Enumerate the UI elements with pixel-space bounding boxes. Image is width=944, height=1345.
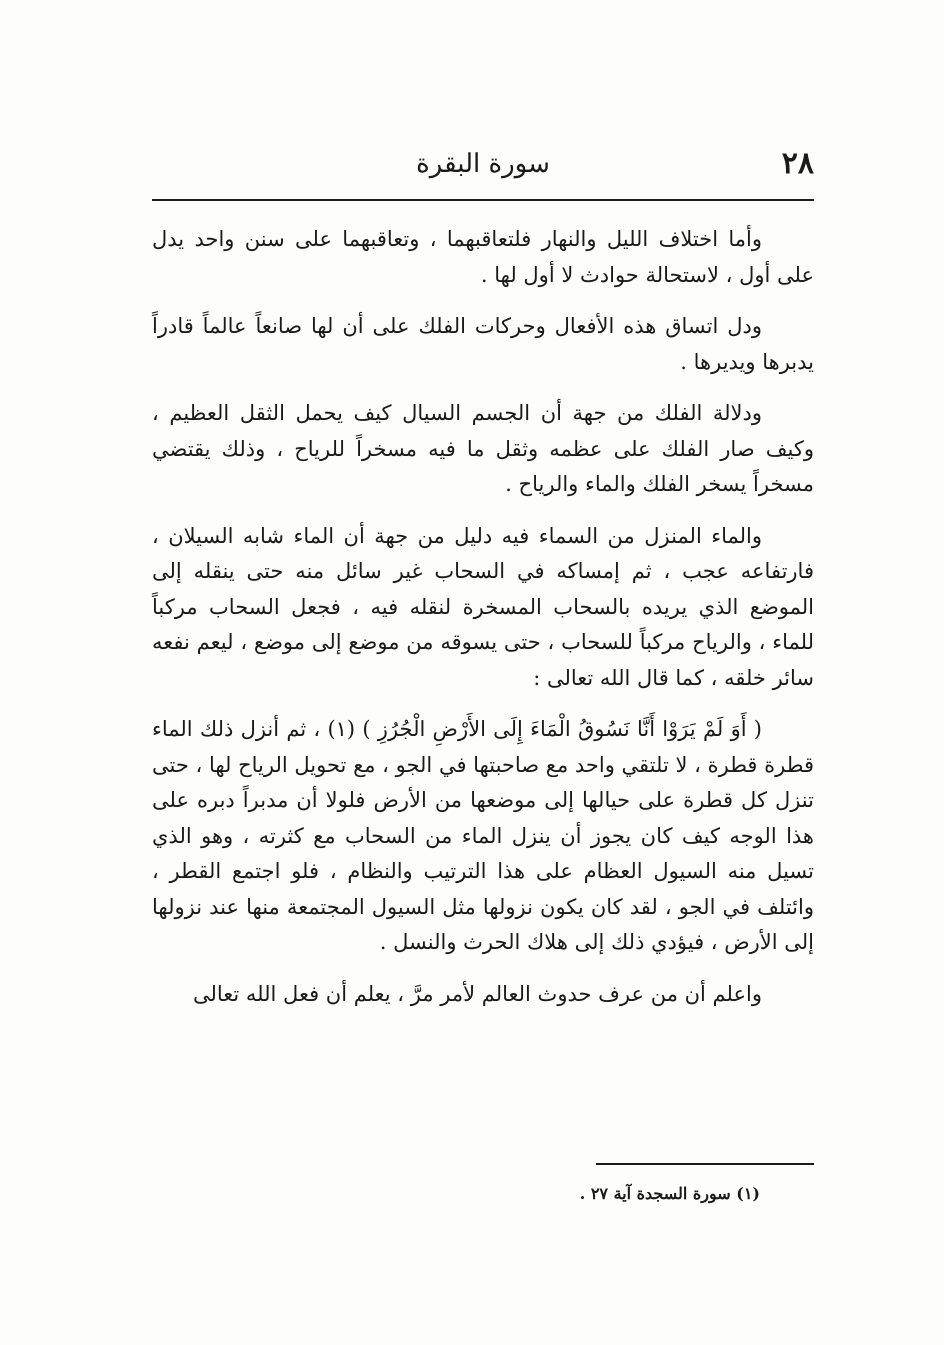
paragraph: ( أَوَ لَمْ يَرَوْا أَنَّا نَسُوقُ الْمَاءَ إِلَى الأَرْضِ الْجُرُزِ ) (١) ، ثم أنزل ذلك الماء قطرة قطرة ، لا تلتقي واحد مع صاحبتها في الجو ، مع تحويل الرياح لها ، حتى تنزل كل قطرة على حيالها إلى موضعها من الأرض فلولا أن مدبراً دبره على هذا الوجه كيف كان يجوز أن ينزل الماء من السحاب مع كثرته ، وهو الذي تسيل منه السيول العظام على هذا الترتيب والنظام ، فلو اجتمع القطر ، وائتلف في الجو ، لقد كان يكون نزولها مثل السيول المجتمعة منها عند نزولها إلى الأرض ، فيؤدي ذلك إلى هلاك الحرث والنسل . — [152, 717, 814, 954]
footnote-rule — [596, 1163, 814, 1165]
running-title: سورة البقرة — [416, 149, 550, 179]
body-text — [152, 222, 814, 1028]
page-header — [152, 140, 814, 190]
footnote: (١) سورة السجدة آية ٢٧ . — [579, 1184, 760, 1203]
paragraph: ودل اتساق هذه الأفعال وحركات الفلك على أن لها صانعاً عالماً قادراً يدبرها ويديرها . — [152, 314, 814, 374]
paragraph: والماء المنزل من السماء فيه دليل من جهة أن الماء شابه السيلان ، فارتفاعه عجب ، ثم إمساكه في السحاب غير سائل منه حتى ينقله إلى الموضع الذي يريده بالسحاب المسخرة لنقله فيه ، فجعل السحاب مركباً للماء ، والرياح مركباً للسحاب ، حتى يسوقه من موضع إلى موضع ، ليعم نفعه سائر خلقه ، كما قال الله تعالى : — [152, 523, 814, 690]
paragraph: ودلالة الفلك من جهة أن الجسم السيال كيف يحمل الثقل العظيم ، وكيف صار الفلك على عظمه وثقل ما فيه مسخراً للرياح ، وذلك يقتضي مسخراً يسخر الفلك والماء والرياح . — [152, 401, 814, 496]
paragraph: واعلم أن من عرف حدوث العالم لأمر مرَّ ، يعلم أن فعل الله تعالى — [192, 981, 762, 1006]
paragraph: وأما اختلاف الليل والنهار فلتعاقبهما ، وتعاقبهما على سنن واحد يدل على أول ، لاستحالة حوادث لا أول لها . — [152, 227, 814, 287]
header-rule — [152, 199, 814, 201]
page-number: ٢٨ — [781, 146, 814, 181]
